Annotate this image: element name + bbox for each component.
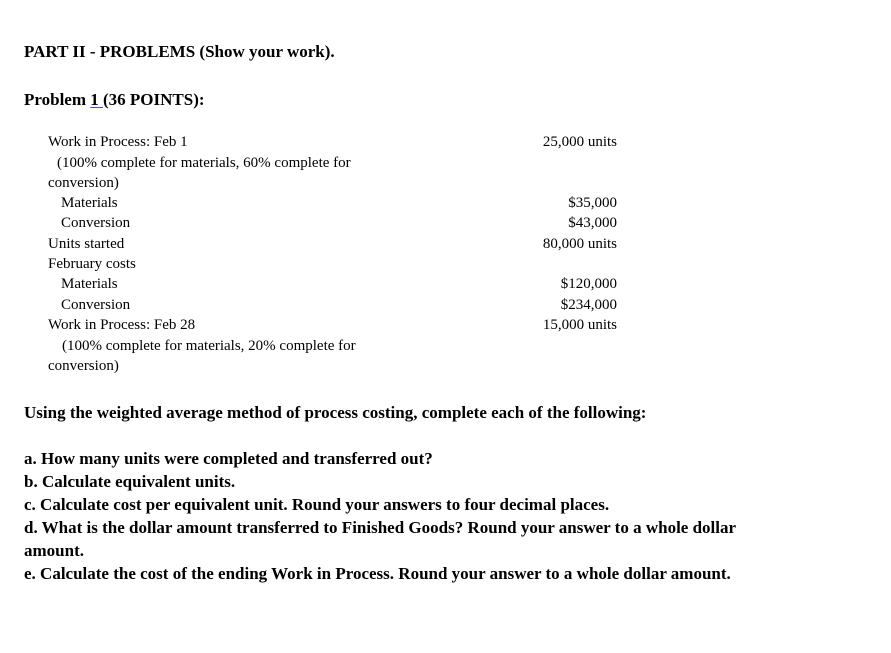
wip-feb1-note-line2: conversion) xyxy=(48,175,119,191)
feb-materials-label: Materials xyxy=(61,276,118,292)
question-d-line2: amount. xyxy=(24,541,84,560)
wip-feb28-note-line2: conversion) xyxy=(48,358,119,374)
wip-feb1-note-line1: (100% complete for materials, 60% complete for xyxy=(57,155,351,171)
problem-prefix: Problem xyxy=(24,90,91,109)
question-a: a. How many units were completed and transferred out? xyxy=(24,449,433,468)
feb-conversion-label: Conversion xyxy=(61,297,131,313)
beg-materials-label: Materials xyxy=(61,195,118,211)
wip-feb28-note-line1: (100% complete for materials, 20% complete for xyxy=(62,338,356,354)
problem-heading xyxy=(24,90,205,110)
feb-conversion-value: $234,000 xyxy=(560,297,617,313)
question-e: e. Calculate the cost of the ending Work in Process. Round your answer to a whole dollar amount. xyxy=(24,564,731,583)
beg-conversion-label: Conversion xyxy=(61,215,131,231)
problem-points: (36 POINTS): xyxy=(103,90,205,109)
problem-number: 1 xyxy=(90,90,104,109)
part-title: PART II - PROBLEMS (Show your work). xyxy=(24,42,335,61)
wip-feb28-label: Work in Process: Feb 28 xyxy=(48,317,196,333)
question-d-line1: d. What is the dollar amount transferred to Finished Goods? Round your answer to a whole dollar xyxy=(24,518,737,537)
feb-costs-label: February costs xyxy=(48,256,136,272)
instructions-text: Using the weighted average method of process costing, complete each of the following: xyxy=(24,403,647,422)
feb-materials-value: $120,000 xyxy=(560,276,617,292)
question-b: b. Calculate equivalent units. xyxy=(24,472,236,491)
beg-materials-value: $35,000 xyxy=(568,195,617,211)
beg-conversion-value: $43,000 xyxy=(568,215,617,231)
question-c: c. Calculate cost per equivalent unit. Round your answers to four decimal places. xyxy=(24,495,610,514)
wip-feb28-units: 15,000 units xyxy=(542,317,617,333)
units-started-label: Units started xyxy=(48,236,125,252)
units-started-value: 80,000 units xyxy=(542,236,617,252)
wip-feb1-units: 25,000 units xyxy=(542,134,617,150)
wip-feb1-label: Work in Process: Feb 1 xyxy=(48,134,188,150)
